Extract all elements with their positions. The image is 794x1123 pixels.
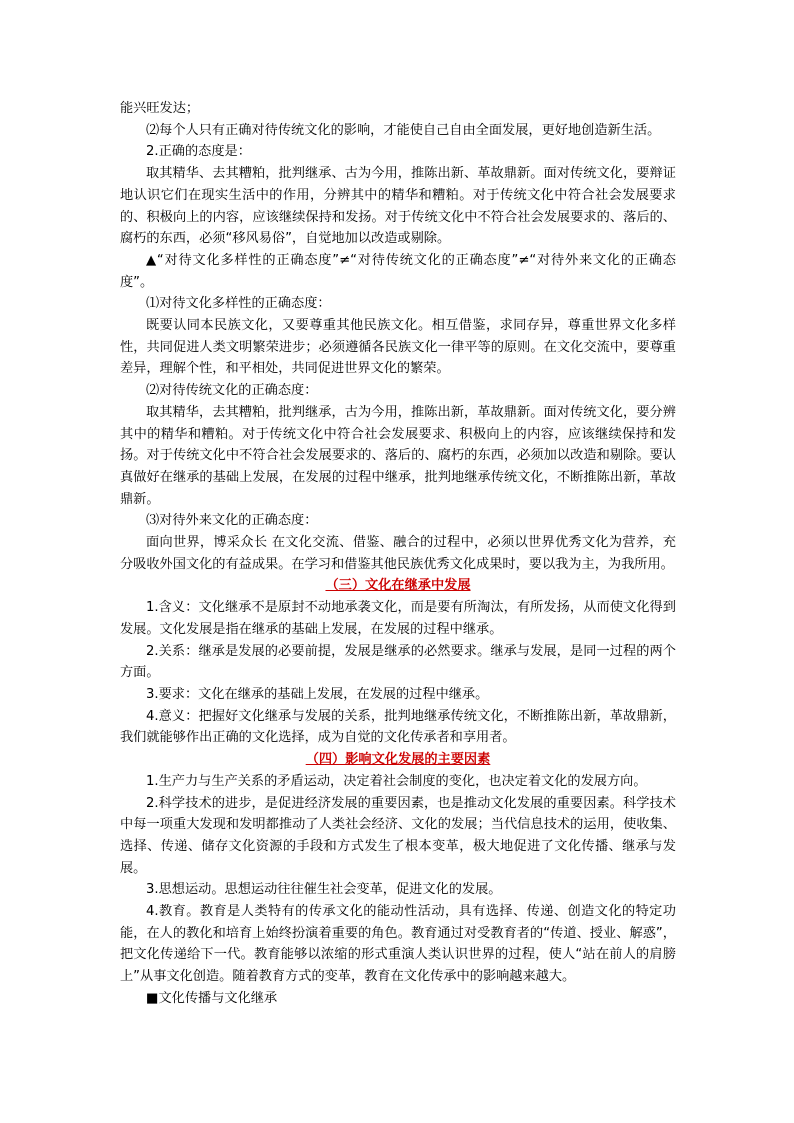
section-marker: ■文化传播与文化继承 [146,990,278,1006]
paragraph: 面向世界，博采众长 在文化交流、借鉴、融合的过程中，必须以世界优秀文化为营养，充分吸收外国文化的有益成果。在学习和借鉴其他民族优秀文化成果时，要以我为主，为我所用。 [120,535,676,572]
paragraph: 能兴旺发达； [120,101,200,116]
paragraph: 2.科学技术的进步，是促进经济发展的重要因素，也是推动文化发展的重要因素。科学技术中每一项重大发现和发明都推动了人类社会经济、文化的发展；当代信息技术的运用，使收集、选择、传递、储存文化资源的手段和方式发生了根本变革，极大地促进了文化传播、继承与发展。 [120,795,676,876]
paragraph: 1.生产力与生产关系的矛盾运动，决定着社会制度的变化，也决定着文化的发展方向。 [146,773,647,789]
document-page [120,98,676,1010]
subheading: 2.正确的态度是： [146,144,251,160]
paragraph: 4.教育。教育是人类特有的传承文化的能动性活动，具有选择、传递、创造文化的特定功能，在人的教化和培育上始终扮演着重要的角色。教育通过对受教育者的“传道、授业、解惑”，把文化传递给下一代。教育能够以浓缩的形式重演人类认识世界的过程，使人“站在前人的肩膀上”从事文化创造。随着教育方式的变革，教育在文化传承中的影响越来越大。 [120,904,676,985]
paragraph: 取其精华、去其糟粕，批判继承、古为今用，推陈出新、革故鼎新。面对传统文化，要辩证地认识它们在现实生活中的作用，分辨其中的精华和糟粕。对于传统文化中符合社会发展要求的、积极向上的内容，应该继续保持和发扬。对于传统文化中不符合社会发展要求的、落后的、腐朽的东西，必须“移风易俗”，自觉地加以改造或剔除。 [120,166,676,247]
note-paragraph: ▲“对待文化多样性的正确态度”≠“对待传统文化的正确态度”≠“对待外来文化的正确态度”。 [120,252,676,290]
section-heading-3: （三）文化在继承中发展 [325,578,471,594]
paragraph: 取其精华，去其糟粕，批判继承，古为今用，推陈出新，革故鼎新。面对传统文化，要分辨其中的精华和糟粕。对于传统文化中符合社会发展要求、积极向上的内容，应该继续保持和发扬。对于传统文化中不符合社会发展要求的、落后的、腐朽的东西，必须加以改造和剔除。要认真做好在继承的基础上发展，在发展的过程中继承，批判地继承传统文化，不断推陈出新，革故鼎新。 [120,404,676,507]
paragraph: 4.意义：把握好文化继承与发展的关系，批判地继承传统文化，不断推陈出新，革故鼎新，我们就能够作出正确的文化选择，成为自觉的文化传承者和享用者。 [120,708,676,746]
paragraph: ⑵每个人只有正确对待传统文化的影响，才能使自己自由全面发展，更好地创造新生活。 [146,122,661,138]
paragraph: 既要认同本民族文化，又要尊重其他民族文化。相互借鉴，求同存异，尊重世界文化多样性，共同促进人类文明繁荣进步；必须遵循各民族文化一律平等的原则。在文化交流中，要尊重差异，理解个性，和平相处，共同促进世界文化的繁荣。 [120,318,676,377]
subheading: ⑶对待外来文化的正确态度： [146,513,318,529]
section-heading-4: （四）影响文化发展的主要因素 [305,752,491,768]
subheading: ⑴对待文化多样性的正确态度： [146,296,331,312]
subheading: ⑵对待传统文化的正确态度： [146,383,318,399]
paragraph: 3.要求：文化在继承的基础上发展，在发展的过程中继承。 [146,686,489,702]
paragraph: 2.关系：继承是发展的必要前提，发展是继承的必然要求。继承与发展，是同一过程的两个方面。 [120,643,676,681]
paragraph: 1.含义：文化继承不是原封不动地承袭文化，而是要有所淘汰，有所发扬，从而使文化得到发展。文化发展是指在继承的基础上发展，在发展的过程中继承。 [120,600,676,637]
paragraph: 3.思想运动。思想运动往往催生社会变革，促进文化的发展。 [146,882,502,898]
